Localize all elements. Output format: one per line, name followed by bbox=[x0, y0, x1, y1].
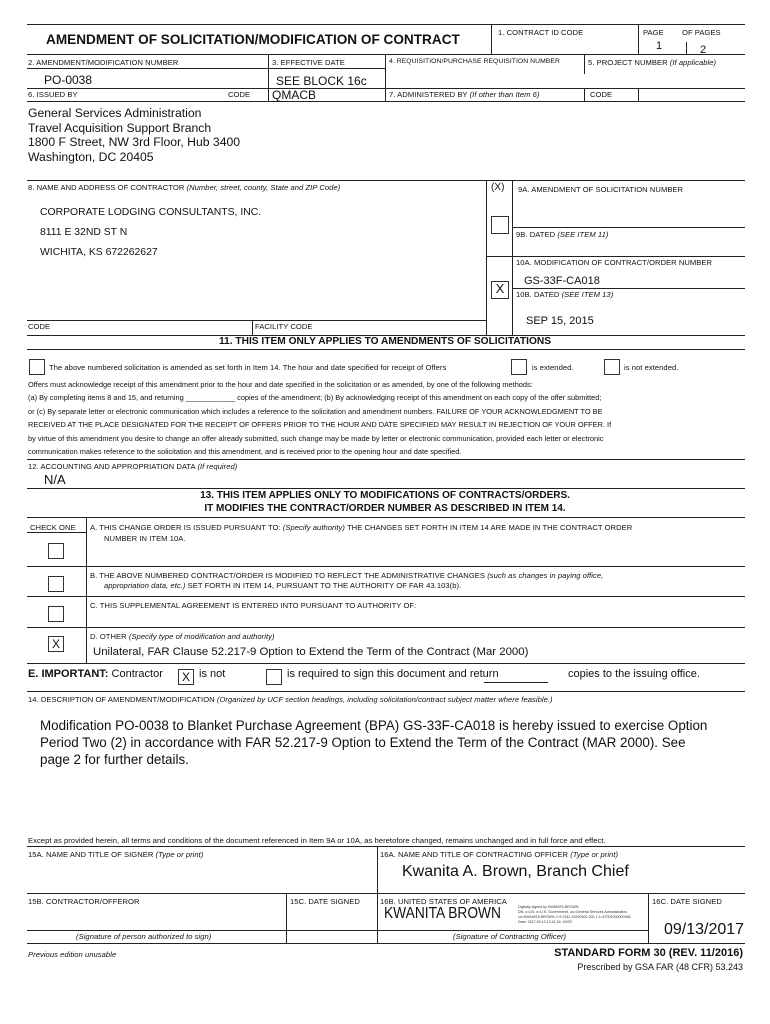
administered-by-label: 7. ADMINISTERED BY (If other than Item 6) bbox=[389, 90, 540, 99]
item-13a-checkbox[interactable] bbox=[48, 543, 64, 559]
except-provided-text: Except as provided herein, all terms and conditions of the document referenced in Item 9A or 10A, as heretofore changed, remains unchanged and in full force and effect. bbox=[28, 836, 606, 845]
item-13c-text: C. THIS SUPPLEMENTAL AGREEMENT IS ENTERED INTO PURSUANT TO AUTHORITY OF: bbox=[90, 601, 417, 610]
contract-order-number: GS-33F-CA018 bbox=[524, 275, 600, 287]
united-states-label: 16B. UNITED STATES OF AMERICA bbox=[380, 897, 507, 906]
contract-id-label: 1. CONTRACT ID CODE bbox=[498, 28, 584, 37]
item-13b-line2: appropriation data, etc.) SET FORTH IN ITEM 14, PURSUANT TO THE AUTHORITY OF FAR 43.103(b). bbox=[104, 581, 462, 590]
contractor-code-label: CODE bbox=[28, 322, 51, 331]
form-number: STANDARD FORM 30 (REV. 11/2016) bbox=[554, 947, 743, 959]
description-label: 14. DESCRIPTION OF AMENDMENT/MODIFICATION (Organized by UCF section headings, including solicitation/contract subject matter where feasible.) bbox=[28, 695, 553, 704]
issued-code: QMACB bbox=[272, 88, 317, 102]
contractor-date-label: 15C. DATE SIGNED bbox=[290, 897, 360, 906]
modification-description: Modification PO-0038 to Blanket Purchase Agreement (BPA) GS-33F-CA018 is hereby issued to exercise Option Period Two (2) in accordance with FAR 52.217-9 Option to Extend the Term of the Contract (MAR 2000). See page 2 for further details. bbox=[40, 718, 708, 767]
item-11-title: 11. THIS ITEM ONLY APPLIES TO AMENDMENTS OF SOLICITATIONS bbox=[218, 336, 552, 347]
item-13c-checkbox[interactable] bbox=[48, 606, 64, 622]
previous-edition-note: Previous edition unusable bbox=[28, 950, 117, 959]
project-number-label: 5. PROJECT NUMBER (If applicable) bbox=[588, 58, 717, 67]
effective-date: SEE BLOCK 16c bbox=[276, 74, 367, 88]
officer-name-label: 16A. NAME AND TITLE OF CONTRACTING OFFICER (Type or print) bbox=[380, 850, 619, 859]
contract-dated: SEP 15, 2015 bbox=[526, 315, 594, 327]
x-column-label: (X) bbox=[491, 182, 505, 193]
requisition-label: 4. REQUISITION/PURCHASE REQUISITION NUMBER bbox=[389, 58, 560, 65]
extended-label: is extended. bbox=[532, 363, 574, 372]
not-extended-checkbox[interactable] bbox=[604, 359, 620, 375]
amendment-solicitation-label: 9A. AMENDMENT OF SOLICITATION NUMBER bbox=[518, 185, 684, 194]
page-number: 1 bbox=[656, 40, 663, 52]
amendment-number: PO-0038 bbox=[44, 73, 93, 87]
contractor-address: CORPORATE LODGING CONSULTANTS, INC. 8111 E 32ND ST N WICHITA, KS 672262627 bbox=[40, 207, 262, 258]
is-not-label: is not bbox=[199, 668, 226, 680]
item-13a-text: A. THIS CHANGE ORDER IS ISSUED PURSUANT TO: (Specify authority) THE CHANGES SET FORTH IN ITEM 14 ARE MADE IN THE CONTRACT ORDER bbox=[90, 523, 633, 532]
is-not-checkbox[interactable]: X bbox=[178, 669, 194, 685]
contractor-signature-caption: (Signature of person authorized to sign) bbox=[76, 932, 212, 941]
issued-code-label: CODE bbox=[228, 90, 251, 99]
accounting-label: 12. ACCOUNTING AND APPROPRIATION DATA (If required) bbox=[28, 462, 238, 471]
signer-name-label: 15A. NAME AND TITLE OF SIGNER (Type or print) bbox=[28, 850, 204, 859]
officer-date-label: 16C. DATE SIGNED bbox=[652, 897, 722, 906]
solicitation-amended-checkbox[interactable] bbox=[29, 359, 45, 375]
officer-name: Kwanita A. Brown, Branch Chief bbox=[402, 863, 629, 880]
dated-9b-label: 9B. DATED (SEE ITEM 11) bbox=[516, 230, 609, 239]
modification-contract-checkbox[interactable]: X bbox=[491, 281, 509, 299]
extended-checkbox[interactable] bbox=[511, 359, 527, 375]
amendment-number-label: 2. AMENDMENT/MODIFICATION NUMBER bbox=[28, 58, 179, 67]
item-13d-checkbox[interactable]: X bbox=[48, 636, 64, 652]
item-13a-line2: NUMBER IN ITEM 10A. bbox=[104, 534, 186, 543]
is-required-checkbox[interactable] bbox=[266, 669, 282, 685]
officer-signature-caption: (Signature of Contracting Officer) bbox=[453, 932, 567, 941]
important-row: E. IMPORTANT: Contractor bbox=[28, 668, 163, 680]
issuer-address: General Services Administration Travel Acquisition Support Branch 1800 F Street, NW 3rd Floor, Hub 3400 Washington, DC 20405 bbox=[28, 106, 241, 164]
accounting-value: N/A bbox=[44, 472, 66, 487]
effective-date-label: 3. EFFECTIVE DATE bbox=[272, 58, 345, 67]
amendment-solicitation-checkbox[interactable] bbox=[491, 216, 509, 234]
form-title: AMENDMENT OF SOLICITATION/MODIFICATION OF CONTRACT bbox=[46, 32, 460, 47]
officer-date-signed: 09/13/2017 bbox=[664, 921, 745, 938]
administered-code-label: CODE bbox=[590, 90, 613, 99]
copies-label: copies to the issuing office. bbox=[568, 668, 700, 680]
dated-10b-label: 10B. DATED (SEE ITEM 13) bbox=[516, 290, 614, 299]
not-extended-label: is not extended. bbox=[624, 363, 679, 372]
solicitation-amended-text: The above numbered solicitation is amended as set forth in Item 14. The hour and date specified for receipt of Offers bbox=[49, 363, 447, 372]
issued-by-label: 6. ISSUED BY bbox=[28, 90, 78, 99]
other-modification-authority: Unilateral, FAR Clause 52.217-9 Option to Extend the Term of the Contract (Mar 2000) bbox=[93, 646, 529, 658]
item-13b-text: B. THE ABOVE NUMBERED CONTRACT/ORDER IS MODIFIED TO REFLECT THE ADMINISTRATIVE CHANGES (such as changes in paying office, bbox=[90, 571, 604, 580]
offers-instructions: Offers must acknowledge receipt of this amendment prior to the hour and date specified in the solicitation or as amended, by one of the following methods: (a) By completing items 8 and 15, and returning ____________ copies of the amendment; (b) By acknowledging receipt of this amendment on each copy of the offer submitted; or (c) By separate letter or electronic communication which includes a reference to the solicitation and amendment numbers. FAILURE OF YOUR ACKNOWLEDGMENT TO BE RECEIVED AT THE PLACE DESIGNATED FOR THE RECEIPT OF OFFERS PRIOR TO THE HOUR AND DATE SPECIFIED MAY RESULT IN REJECTION OF YOUR OFFER. If by virtue of this amendment you desire to change an offer already submitted, such change may be made by letter or electronic communication, provided each letter or electronic communication makes reference to the solicitation and this amendment, and is received prior to the opening hour and date specified. bbox=[28, 380, 612, 457]
prescribed-by: Prescribed by GSA FAR (48 CFR) 53.243 bbox=[577, 962, 743, 972]
total-pages: 2 bbox=[700, 44, 707, 56]
is-required-label: is required to sign this document and return bbox=[287, 668, 499, 680]
digital-signature-details: Digitally signed by KWANITA BROWN DN: c=US, o=U.S. Government, ou=General Services Administration, cn=KWANITA BROWN, 0.9.2342.19200300.100.1.1=47001000000368 Date: 2017.09.13 13:41:34 -04'00' bbox=[518, 905, 631, 924]
page-label: PAGE bbox=[643, 28, 664, 37]
digital-signature-name: KWANITA BROWN bbox=[384, 905, 501, 922]
facility-code-label: FACILITY CODE bbox=[255, 322, 313, 331]
contractor-label: 8. NAME AND ADDRESS OF CONTRACTOR (Number, street, county, State and ZIP Code) bbox=[28, 183, 341, 192]
item-13-title: 13. THIS ITEM APPLIES ONLY TO MODIFICATIONS OF CONTRACTS/ORDERS. IT MODIFIES THE CONTRACT/ORDER NUMBER AS DESCRIBED IN ITEM 14. bbox=[200, 490, 570, 514]
modification-contract-label: 10A. MODIFICATION OF CONTRACT/ORDER NUMBER bbox=[516, 258, 713, 267]
item-13d-text: D. OTHER (Specify type of modification and authority) bbox=[90, 632, 275, 641]
contractor-offeror-label: 15B. CONTRACTOR/OFFEROR bbox=[28, 897, 140, 906]
check-one-label: CHECK ONE bbox=[30, 523, 76, 532]
item-13b-checkbox[interactable] bbox=[48, 576, 64, 592]
of-pages-label: OF PAGES bbox=[682, 28, 721, 37]
